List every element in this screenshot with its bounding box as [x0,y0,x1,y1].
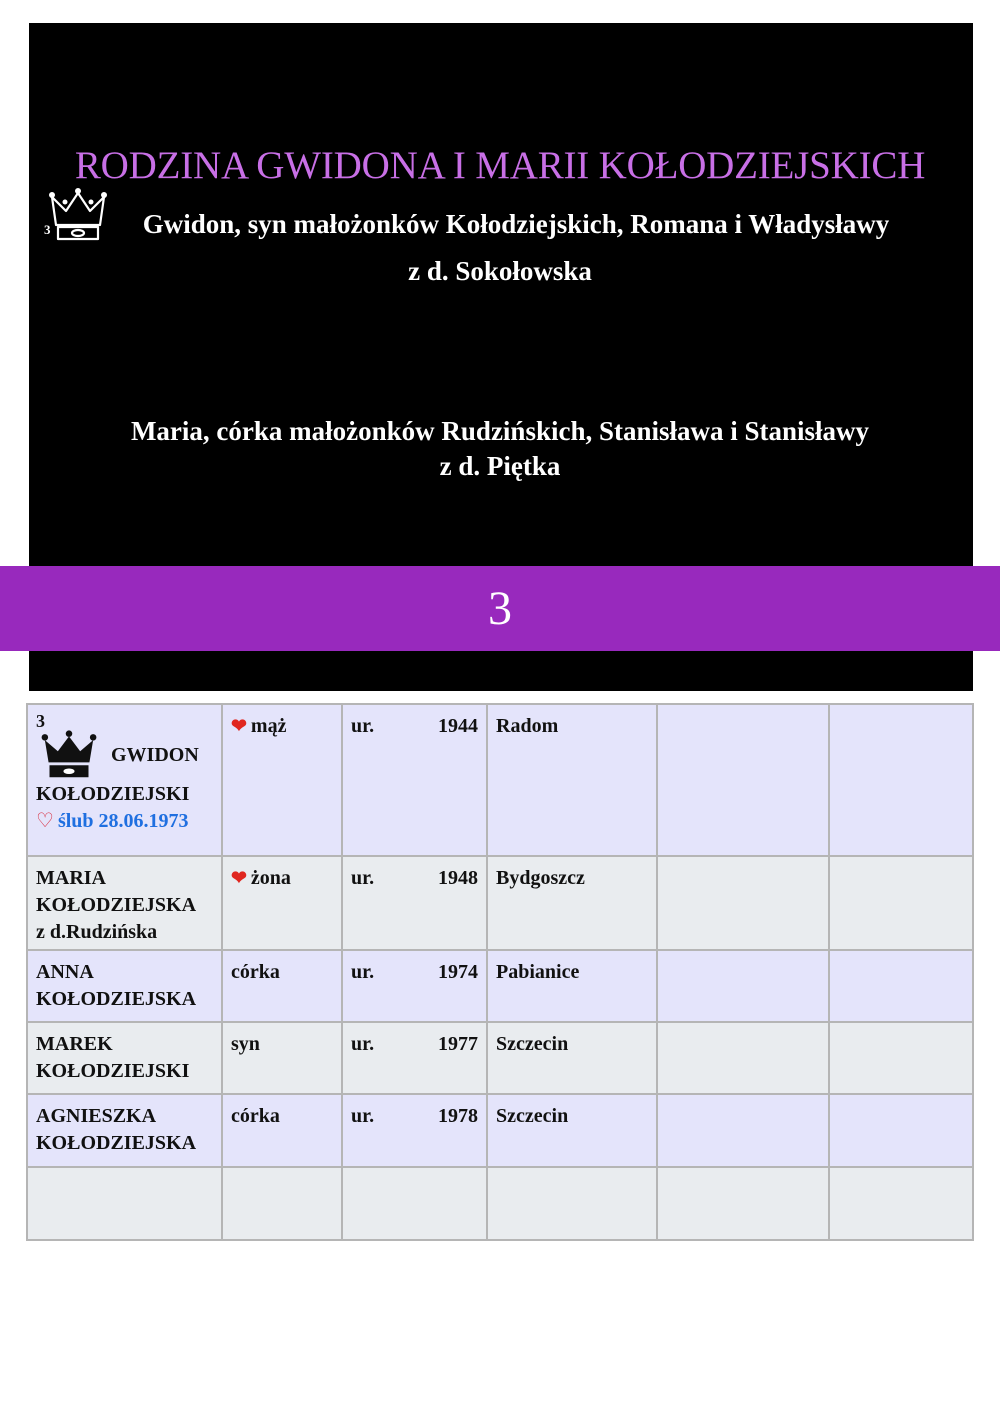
empty-cell [829,1167,973,1240]
empty-cell [27,1167,222,1240]
birth-cell: ur. 1974 [342,950,487,1022]
empty-cell [342,1167,487,1240]
person-cell: ANNA KOŁODZIEJSKA [27,950,222,1022]
role-cell: syn [222,1022,342,1094]
birth-cell: ur. 1948 [342,856,487,950]
person-number: 3 [36,711,45,731]
empty-cell [487,1167,657,1240]
place-cell: Szczecin [487,1094,657,1167]
table-row [27,950,973,1022]
empty-cell [657,950,829,1022]
husband-parents-line: Gwidon, syn małożonków Kołodziejskich, Romana i Władysławy [142,209,890,239]
person-cell [27,704,222,856]
empty-cell [222,1167,342,1240]
place-cell: Szczecin [487,1022,657,1094]
place-cell: Bydgoszcz [487,856,657,950]
crown-icon [40,729,98,781]
place-cell: Pabianice [487,950,657,1022]
wedding-date: ♡ ślub 28.06.1973 [36,810,189,832]
empty-cell [829,704,973,856]
birth-cell: ur. 1977 [342,1022,487,1094]
table-row [27,856,973,950]
person-cell: MAREK KOŁODZIEJSKI [27,1022,222,1094]
person-name: GWIDON [111,743,199,766]
crown-number: 3 [44,222,51,237]
empty-cell [657,1167,829,1240]
empty-cell [657,704,829,856]
wife-parents-line: Maria, córka małożonków Rudzińskich, Stanisława i Stanisławy [130,416,870,446]
role-cell: ❤ mąż [222,704,342,856]
family-table [26,703,974,1241]
table-row [27,1167,973,1240]
empty-cell [657,856,829,950]
empty-cell [829,950,973,1022]
wife-maiden-line: z d. Piętka [439,451,561,481]
birth-cell: ur. 1978 [342,1094,487,1167]
birth-cell: ur. 1944 [342,704,487,856]
table-row [27,1022,973,1094]
heart-icon: ❤ [231,868,247,889]
heart-outline-icon: ♡ [36,810,54,832]
person-cell: MARIA KOŁODZIEJSKA z d.Rudzińska [27,856,222,950]
family-title: RODZINA GWIDONA I MARII KOŁODZIEJSKICH [74,144,926,187]
role-cell: córka [222,1094,342,1167]
role-cell: córka [222,950,342,1022]
person-cell: AGNIESZKA KOŁODZIEJSKA [27,1094,222,1167]
empty-cell [657,1094,829,1167]
table-row [27,704,973,856]
empty-cell [829,1094,973,1167]
place-cell: Radom [487,704,657,856]
empty-cell [829,856,973,950]
husband-maiden-line: z d. Sokołowska [408,256,592,286]
empty-cell [829,1022,973,1094]
empty-cell [657,1022,829,1094]
role-cell: ❤ żona [222,856,342,950]
person-surname: KOŁODZIEJSKI [36,783,190,805]
heart-icon: ❤ [231,716,247,737]
table-row [27,1094,973,1167]
family-number-band: 3 [0,566,1000,651]
